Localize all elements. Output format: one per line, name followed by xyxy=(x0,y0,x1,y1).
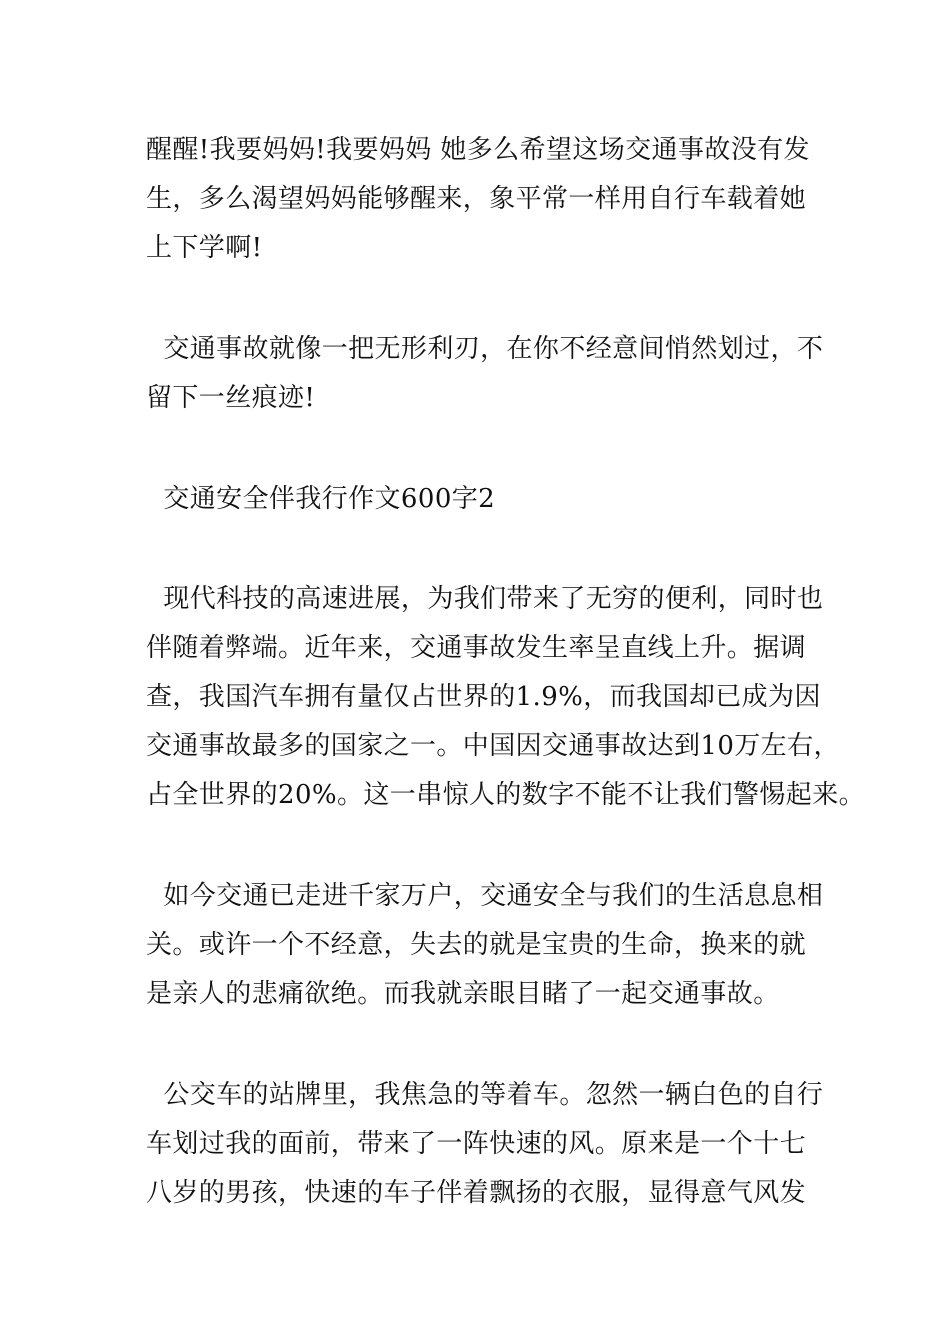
paragraph-4-line-5: 占全世界的20%。这一串惊人的数字不能不让我们警惕起来。 xyxy=(146,780,865,810)
paragraph-4-line-4: 交通事故最多的国家之一。中国因交通事故达到10万左右， xyxy=(146,731,840,761)
paragraph-1-line-1: 醒醒!我要妈妈!我要妈妈 她多么希望这场交通事故没有发 xyxy=(146,135,810,165)
paragraph-1-line-3: 上下学啊! xyxy=(146,233,263,263)
paragraph-6-line-1: 公交车的站牌里，我焦急的等着车。忽然一辆白色的自行 xyxy=(146,1080,824,1110)
paragraph-4-line-3: 查，我国汽车拥有量仅占世界的1.9%，而我国却已成为因 xyxy=(146,682,821,712)
paragraph-5-line-2: 关。或许一个不经意，失去的就是宝贵的生命，换来的就 xyxy=(146,930,807,960)
paragraph-6-line-2: 车划过我的面前，带来了一阵快速的风。原来是一个十七 xyxy=(146,1129,807,1159)
paragraph-5-line-3: 是亲人的悲痛欲绝。而我就亲眼目睹了一起交通事故。 xyxy=(146,979,780,1009)
paragraph-2-line-1: 交通事故就像一把无形利刃，在你不经意间悄然划过，不 xyxy=(146,334,824,364)
section-heading: 交通安全伴我行作文600字2 xyxy=(146,484,496,514)
paragraph-1-line-2: 生，多么渴望妈妈能够醒来，象平常一样用自行车载着她 xyxy=(146,184,807,214)
paragraph-4-line-1: 现代科技的高速进展，为我们带来了无穷的便利，同时也 xyxy=(146,584,824,614)
paragraph-2-line-2: 留下一丝痕迹! xyxy=(146,383,316,413)
paragraph-4-line-2: 伴随着弊端。近年来，交通事故发生率呈直线上升。据调 xyxy=(146,633,807,663)
paragraph-6-line-3: 八岁的男孩，快速的车子伴着飘扬的衣服，显得意气风发 xyxy=(146,1178,807,1208)
paragraph-5-line-1: 如今交通已走进千家万户，交通安全与我们的生活息息相 xyxy=(146,881,824,911)
